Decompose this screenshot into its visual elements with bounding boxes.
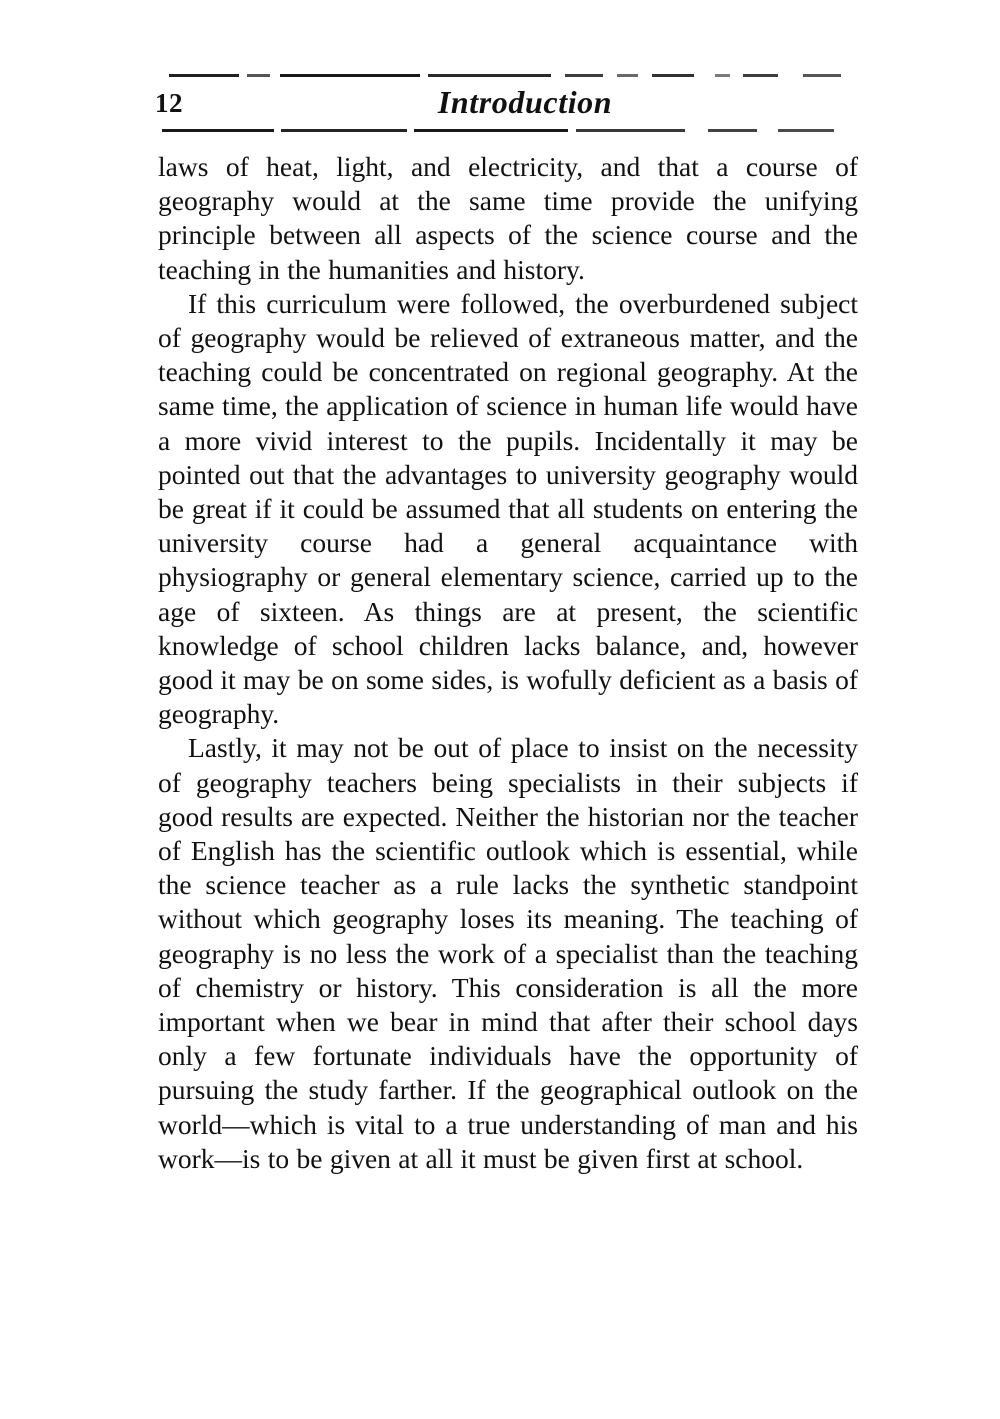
header-rule-below xyxy=(155,129,855,132)
paragraph: If this curriculum were followed, the overburdened subject of geography would be relieved of extraneous matter, and the teaching could be concentrated on regional geography. At the same time, the application of science in human life would have a more vivid interest to the pupils. Incidentally it may be pointed out that the advantages to university geography would be great if it could be assumed that all students on entering the university course had a general acquaintance with physiography or general elementary science, carried up to the age of sixteen. As things are at present, the scientific knowledge of school children lacks balance, and, however good it may be on some sides, is wofully deficient as a basis of geography. xyxy=(158,287,858,730)
body-text-column xyxy=(158,150,858,1176)
running-head-title: Introduction xyxy=(437,84,613,120)
paragraph: Lastly, it may not be out of place to insist on the necessity of geography teachers being specialists in their subjects if good results are expected. Neither the historian nor the teacher of English has the scientific outlook which is essential, while the science teacher as a rule lacks the synthetic standpoint without which geography loses its meaning. The teaching of geography is no less the work of a specialist than the teaching of chemistry or history. This consideration is all the more important when we bear in mind that after their school days only a few fortunate individuals have the opportunity of pursuing the study farther. If the geographical outlook on the world—which is vital to a true understanding of man and his work—is to be given at all it must be given first at school. xyxy=(158,732,858,1174)
header-rule-above xyxy=(155,74,855,77)
running-head xyxy=(155,68,855,140)
page-number: 12 xyxy=(155,88,183,118)
paragraph: laws of heat, light, and electricity, and that a course of geography would at the same time provide the unifying principle between all aspects of the science course and the teaching in the humanities and history. xyxy=(158,151,858,285)
